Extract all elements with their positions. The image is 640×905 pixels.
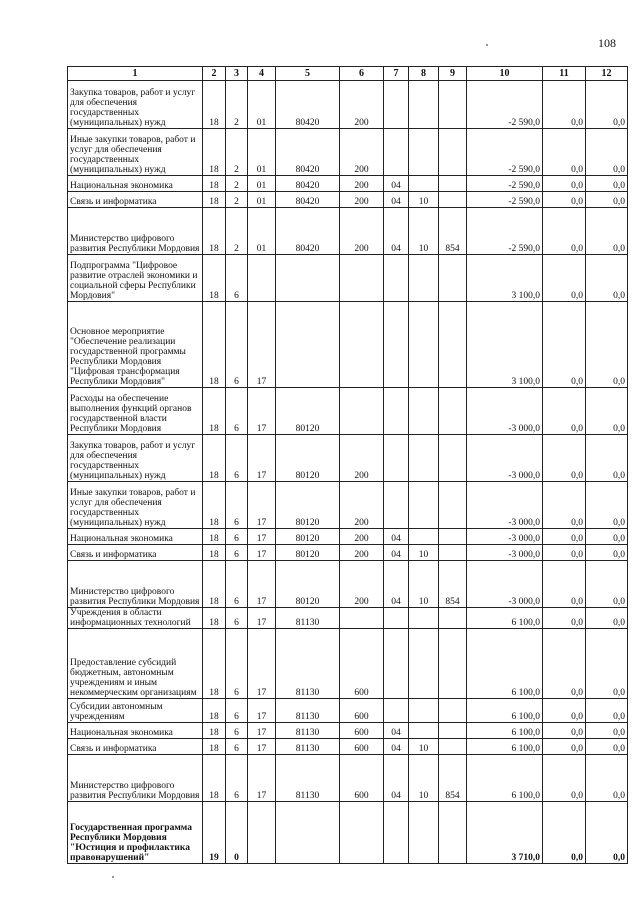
code-col-8 <box>409 81 439 129</box>
amount-col-12: 0,0 <box>586 699 628 723</box>
code-col-8 <box>409 388 439 435</box>
code-col-6: 200 <box>340 561 384 608</box>
code-col-3: 6 <box>226 739 248 755</box>
code-col-7 <box>384 255 409 302</box>
code-col-7: 04 <box>384 176 409 192</box>
code-col-2: 18 <box>203 81 226 129</box>
amount-col-12: 0,0 <box>586 755 628 802</box>
table-row <box>68 176 628 192</box>
code-col-4: 17 <box>248 561 276 608</box>
amount-col-11: 0,0 <box>543 629 586 699</box>
code-col-6: 200 <box>340 208 384 255</box>
code-col-8 <box>409 302 439 388</box>
amount-col-10: 6 100,0 <box>467 608 543 629</box>
code-col-8 <box>409 255 439 302</box>
amount-col-11: 0,0 <box>543 699 586 723</box>
amount-col-12: 0,0 <box>586 723 628 739</box>
column-header: 4 <box>248 67 276 81</box>
amount-col-10: -3 000,0 <box>467 435 543 482</box>
code-col-7 <box>384 129 409 176</box>
code-col-5 <box>276 255 340 302</box>
amount-col-11: 0,0 <box>543 192 586 208</box>
code-col-5: 80120 <box>276 482 340 529</box>
amount-col-10: -2 590,0 <box>467 176 543 192</box>
table-row <box>68 129 628 176</box>
code-col-6 <box>340 608 384 629</box>
code-col-2: 18 <box>203 176 226 192</box>
amount-col-11: 0,0 <box>543 302 586 388</box>
code-col-4: 01 <box>248 81 276 129</box>
code-col-4: 17 <box>248 739 276 755</box>
code-col-9: 854 <box>439 755 467 802</box>
amount-col-10: -2 590,0 <box>467 192 543 208</box>
code-col-3: 2 <box>226 129 248 176</box>
code-col-9 <box>439 608 467 629</box>
scan-speck <box>112 876 114 878</box>
table-row <box>68 435 628 482</box>
amount-col-12: 0,0 <box>586 302 628 388</box>
amount-col-10: 6 100,0 <box>467 739 543 755</box>
code-col-6: 600 <box>340 629 384 699</box>
amount-col-10: 6 100,0 <box>467 755 543 802</box>
amount-col-12: 0,0 <box>586 208 628 255</box>
table-row <box>68 739 628 755</box>
code-col-7 <box>384 699 409 723</box>
amount-col-12: 0,0 <box>586 482 628 529</box>
amount-col-10: -2 590,0 <box>467 208 543 255</box>
code-col-8 <box>409 629 439 699</box>
row-label: Закупка товаров, работ и услуг для обеспечения государственных (муниципальных) нужд <box>68 435 203 482</box>
amount-col-10: -3 000,0 <box>467 388 543 435</box>
table-row <box>68 529 628 545</box>
code-col-5: 81130 <box>276 739 340 755</box>
code-col-9 <box>439 192 467 208</box>
amount-col-10: 6 100,0 <box>467 629 543 699</box>
code-col-4 <box>248 802 276 864</box>
amount-col-11: 0,0 <box>543 723 586 739</box>
code-col-9: 854 <box>439 208 467 255</box>
amount-col-12: 0,0 <box>586 739 628 755</box>
code-col-8 <box>409 802 439 864</box>
row-label: Связь и информатика <box>68 739 203 755</box>
code-col-4: 17 <box>248 388 276 435</box>
column-header: 5 <box>276 67 340 81</box>
amount-col-10: 6 100,0 <box>467 699 543 723</box>
amount-col-10: 6 100,0 <box>467 723 543 739</box>
code-col-5: 80120 <box>276 561 340 608</box>
code-col-6: 200 <box>340 545 384 561</box>
code-col-7 <box>384 388 409 435</box>
code-col-2: 18 <box>203 192 226 208</box>
row-label: Предоставление субсидий бюджетным, автономным учреждениям и иным некоммерческим организациям <box>68 629 203 699</box>
code-col-9 <box>439 81 467 129</box>
code-col-5: 80120 <box>276 388 340 435</box>
code-col-8 <box>409 176 439 192</box>
amount-col-10: 3 100,0 <box>467 302 543 388</box>
amount-col-12: 0,0 <box>586 81 628 129</box>
code-col-3: 6 <box>226 608 248 629</box>
code-col-7 <box>384 482 409 529</box>
row-label: Связь и информатика <box>68 192 203 208</box>
code-col-8 <box>409 699 439 723</box>
code-col-8 <box>409 529 439 545</box>
code-col-9 <box>439 802 467 864</box>
code-col-7 <box>384 81 409 129</box>
row-label: Министерство цифрового развития Республики Мордовия <box>68 755 203 802</box>
row-label: Иные закупки товаров, работ и услуг для обеспечения государственных (муниципальных) нужд <box>68 482 203 529</box>
code-col-3: 6 <box>226 545 248 561</box>
code-col-5: 80120 <box>276 529 340 545</box>
code-col-2: 18 <box>203 699 226 723</box>
table-row <box>68 255 628 302</box>
table-row <box>68 561 628 608</box>
code-col-7: 04 <box>384 192 409 208</box>
code-col-7: 04 <box>384 561 409 608</box>
code-col-7 <box>384 629 409 699</box>
code-col-9 <box>439 435 467 482</box>
code-col-6 <box>340 802 384 864</box>
code-col-4 <box>248 255 276 302</box>
code-col-6: 200 <box>340 482 384 529</box>
code-col-6: 600 <box>340 739 384 755</box>
table-row <box>68 608 628 629</box>
amount-col-11: 0,0 <box>543 129 586 176</box>
row-label: Расходы на обеспечение выполнения функций органов государственной власти Республики Мордовия <box>68 388 203 435</box>
code-col-2: 18 <box>203 529 226 545</box>
code-col-2: 18 <box>203 561 226 608</box>
amount-col-11: 0,0 <box>543 482 586 529</box>
code-col-7: 04 <box>384 723 409 739</box>
table-row <box>68 302 628 388</box>
row-label: Связь и информатика <box>68 545 203 561</box>
row-label: Национальная экономика <box>68 723 203 739</box>
table-row <box>68 81 628 129</box>
code-col-6 <box>340 255 384 302</box>
row-label: Иные закупки товаров, работ и услуг для обеспечения государственных (муниципальных) нужд <box>68 129 203 176</box>
column-header: 11 <box>543 67 586 81</box>
code-col-3: 6 <box>226 302 248 388</box>
code-col-8: 10 <box>409 561 439 608</box>
amount-col-11: 0,0 <box>543 802 586 864</box>
amount-col-10: -3 000,0 <box>467 482 543 529</box>
code-col-2: 18 <box>203 302 226 388</box>
table-row <box>68 699 628 723</box>
code-col-8: 10 <box>409 545 439 561</box>
amount-col-10: -2 590,0 <box>467 81 543 129</box>
code-col-8: 10 <box>409 192 439 208</box>
code-col-4: 17 <box>248 723 276 739</box>
amount-col-12: 0,0 <box>586 629 628 699</box>
column-header: 8 <box>409 67 439 81</box>
amount-col-12: 0,0 <box>586 176 628 192</box>
table-row <box>68 388 628 435</box>
code-col-3: 6 <box>226 529 248 545</box>
code-col-2: 18 <box>203 755 226 802</box>
code-col-3: 0 <box>226 802 248 864</box>
table-row <box>68 545 628 561</box>
code-col-4: 01 <box>248 192 276 208</box>
amount-col-10: -2 590,0 <box>467 129 543 176</box>
code-col-2: 18 <box>203 723 226 739</box>
code-col-9 <box>439 699 467 723</box>
code-col-4: 01 <box>248 208 276 255</box>
code-col-3: 2 <box>226 192 248 208</box>
code-col-2: 18 <box>203 608 226 629</box>
table-row <box>68 802 628 864</box>
code-col-7: 04 <box>384 739 409 755</box>
code-col-5: 81130 <box>276 755 340 802</box>
code-col-5: 80120 <box>276 435 340 482</box>
code-col-5: 80420 <box>276 176 340 192</box>
code-col-8: 10 <box>409 755 439 802</box>
code-col-6: 200 <box>340 435 384 482</box>
code-col-4: 17 <box>248 608 276 629</box>
code-col-6: 200 <box>340 176 384 192</box>
code-col-9 <box>439 629 467 699</box>
column-header: 7 <box>384 67 409 81</box>
code-col-6: 200 <box>340 81 384 129</box>
code-col-9 <box>439 529 467 545</box>
code-col-9 <box>439 129 467 176</box>
code-col-2: 18 <box>203 388 226 435</box>
budget-table <box>67 66 628 864</box>
code-col-5: 80420 <box>276 208 340 255</box>
code-col-7: 04 <box>384 208 409 255</box>
code-col-7: 04 <box>384 755 409 802</box>
code-col-4: 17 <box>248 629 276 699</box>
amount-col-11: 0,0 <box>543 81 586 129</box>
code-col-9 <box>439 723 467 739</box>
code-col-4: 17 <box>248 302 276 388</box>
code-col-5: 81130 <box>276 723 340 739</box>
amount-col-11: 0,0 <box>543 255 586 302</box>
code-col-9 <box>439 482 467 529</box>
code-col-8 <box>409 129 439 176</box>
code-col-5: 80120 <box>276 545 340 561</box>
amount-col-11: 0,0 <box>543 208 586 255</box>
row-label: Учреждения в области информационных технологий <box>68 608 203 629</box>
code-col-7: 04 <box>384 529 409 545</box>
code-col-3: 2 <box>226 208 248 255</box>
code-col-2: 18 <box>203 435 226 482</box>
code-col-5: 80420 <box>276 81 340 129</box>
amount-col-11: 0,0 <box>543 176 586 192</box>
code-col-2: 19 <box>203 802 226 864</box>
code-col-6: 600 <box>340 755 384 802</box>
code-col-9: 854 <box>439 561 467 608</box>
code-col-5 <box>276 802 340 864</box>
code-col-2: 18 <box>203 629 226 699</box>
amount-col-12: 0,0 <box>586 802 628 864</box>
row-label: Национальная экономика <box>68 176 203 192</box>
amount-col-12: 0,0 <box>586 545 628 561</box>
code-col-7 <box>384 608 409 629</box>
table-row <box>68 629 628 699</box>
amount-col-11: 0,0 <box>543 755 586 802</box>
code-col-3: 6 <box>226 482 248 529</box>
row-label: Закупка товаров, работ и услуг для обеспечения государственных (муниципальных) нужд <box>68 81 203 129</box>
table-row <box>68 482 628 529</box>
code-col-3: 6 <box>226 699 248 723</box>
code-col-5 <box>276 302 340 388</box>
code-col-9 <box>439 739 467 755</box>
table-row <box>68 723 628 739</box>
code-col-5: 81130 <box>276 699 340 723</box>
column-header: 9 <box>439 67 467 81</box>
code-col-3: 6 <box>226 388 248 435</box>
amount-col-10: 3 100,0 <box>467 255 543 302</box>
code-col-8 <box>409 608 439 629</box>
code-col-3: 6 <box>226 561 248 608</box>
code-col-9 <box>439 545 467 561</box>
code-col-6 <box>340 388 384 435</box>
code-col-2: 18 <box>203 545 226 561</box>
amount-col-11: 0,0 <box>543 739 586 755</box>
code-col-9 <box>439 255 467 302</box>
code-col-6 <box>340 302 384 388</box>
code-col-9 <box>439 302 467 388</box>
scan-speck <box>486 44 488 46</box>
amount-col-12: 0,0 <box>586 561 628 608</box>
code-col-9 <box>439 388 467 435</box>
code-col-4: 17 <box>248 755 276 802</box>
row-label: Субсидии автономным учреждениям <box>68 699 203 723</box>
code-col-5: 81130 <box>276 608 340 629</box>
amount-col-12: 0,0 <box>586 192 628 208</box>
code-col-6: 600 <box>340 699 384 723</box>
amount-col-12: 0,0 <box>586 255 628 302</box>
code-col-4: 17 <box>248 482 276 529</box>
amount-col-11: 0,0 <box>543 529 586 545</box>
row-label: Министерство цифрового развития Республики Мордовия <box>68 208 203 255</box>
code-col-6: 600 <box>340 723 384 739</box>
code-col-3: 2 <box>226 176 248 192</box>
row-label: Национальная экономика <box>68 529 203 545</box>
code-col-3: 6 <box>226 629 248 699</box>
amount-col-11: 0,0 <box>543 388 586 435</box>
amount-col-11: 0,0 <box>543 561 586 608</box>
column-header: 2 <box>203 67 226 81</box>
amount-col-11: 0,0 <box>543 545 586 561</box>
code-col-3: 6 <box>226 723 248 739</box>
code-col-3: 6 <box>226 755 248 802</box>
code-col-5: 80420 <box>276 129 340 176</box>
table-row <box>68 192 628 208</box>
code-col-6: 200 <box>340 529 384 545</box>
code-col-3: 2 <box>226 81 248 129</box>
column-header: 3 <box>226 67 248 81</box>
code-col-4: 01 <box>248 129 276 176</box>
column-header: 10 <box>467 67 543 81</box>
row-label: Государственная программа Республики Мордовия "Юстиция и профилактика правонарушений" <box>68 802 203 864</box>
code-col-7 <box>384 302 409 388</box>
column-header: 6 <box>340 67 384 81</box>
code-col-2: 18 <box>203 208 226 255</box>
amount-col-10: -3 000,0 <box>467 529 543 545</box>
table-row <box>68 755 628 802</box>
code-col-7: 04 <box>384 545 409 561</box>
code-col-2: 18 <box>203 482 226 529</box>
code-col-6: 200 <box>340 129 384 176</box>
code-col-7 <box>384 435 409 482</box>
code-col-6: 200 <box>340 192 384 208</box>
code-col-9 <box>439 176 467 192</box>
row-label: Основное мероприятие "Обеспечение реализации государственной программы Республики Мордовия "Цифровая трансформация Республики Мордовия" <box>68 302 203 388</box>
row-label: Министерство цифрового развития Республики Мордовия <box>68 561 203 608</box>
code-col-2: 18 <box>203 739 226 755</box>
code-col-3: 6 <box>226 255 248 302</box>
table-body <box>68 81 628 864</box>
code-col-4: 01 <box>248 176 276 192</box>
code-col-2: 18 <box>203 129 226 176</box>
amount-col-12: 0,0 <box>586 388 628 435</box>
code-col-8 <box>409 435 439 482</box>
code-col-4: 17 <box>248 529 276 545</box>
column-header: 1 <box>68 67 203 81</box>
amount-col-11: 0,0 <box>543 435 586 482</box>
row-label: Подпрограмма "Цифровое развитие отраслей экономики и социальной сферы Республики Мордовия" <box>68 255 203 302</box>
code-col-8: 10 <box>409 739 439 755</box>
code-col-7 <box>384 802 409 864</box>
code-col-4: 17 <box>248 435 276 482</box>
column-header: 12 <box>586 67 628 81</box>
table-row <box>68 208 628 255</box>
amount-col-10: 3 710,0 <box>467 802 543 864</box>
code-col-4: 17 <box>248 545 276 561</box>
code-col-8 <box>409 723 439 739</box>
code-col-5: 80420 <box>276 192 340 208</box>
amount-col-12: 0,0 <box>586 129 628 176</box>
code-col-3: 6 <box>226 435 248 482</box>
code-col-4: 17 <box>248 699 276 723</box>
amount-col-11: 0,0 <box>543 608 586 629</box>
page-number: 108 <box>598 36 616 50</box>
code-col-2: 18 <box>203 255 226 302</box>
amount-col-12: 0,0 <box>586 529 628 545</box>
code-col-5: 81130 <box>276 629 340 699</box>
header-row <box>68 67 628 81</box>
amount-col-10: -3 000,0 <box>467 545 543 561</box>
amount-col-10: -3 000,0 <box>467 561 543 608</box>
code-col-8 <box>409 482 439 529</box>
amount-col-12: 0,0 <box>586 608 628 629</box>
amount-col-12: 0,0 <box>586 435 628 482</box>
code-col-8: 10 <box>409 208 439 255</box>
